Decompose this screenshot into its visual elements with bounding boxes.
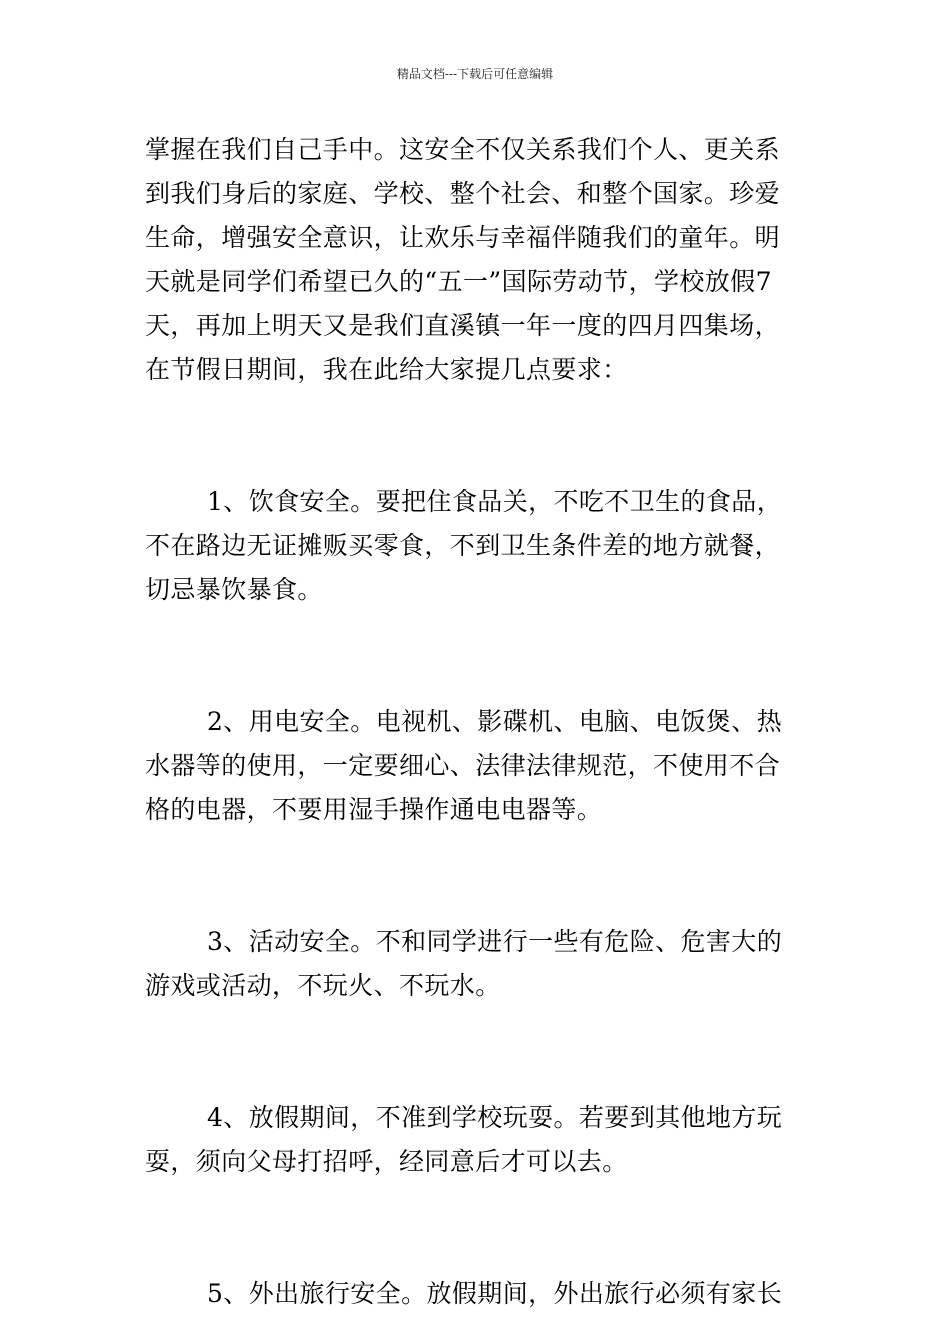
- text-line: 格的电器，不要用湿手操作通电电器等。: [145, 795, 603, 824]
- text-line: 掌握在我们自己手中。这安全不仅关系我们个人、更关系: [145, 135, 781, 164]
- document-body: [145, 128, 813, 1316]
- paragraph-gap: [145, 612, 813, 656]
- text-line: 游戏或活动，不玩火、不玩水。: [145, 971, 501, 1000]
- paragraph-intro: [145, 128, 813, 392]
- text-line: 不在路边无证摊贩买零食，不到卫生条件差的地方就餐，: [145, 531, 781, 560]
- text-line: 2、用电安全。电视机、影碟机、电脑、电饭煲、热: [207, 707, 783, 736]
- paragraph-gap: [145, 656, 813, 700]
- paragraph-gap: [145, 392, 813, 436]
- paragraph-item-2: [145, 700, 813, 832]
- text-line: 到我们身后的家庭、学校、整个社会、和整个国家。珍爱: [145, 179, 781, 208]
- text-line: 1、饮食安全。要把住食品关，不吃不卫生的食品，: [207, 487, 783, 516]
- paragraph-gap: [145, 832, 813, 876]
- paragraph-item-4: [145, 1096, 813, 1184]
- text-line: 在节假日期间，我在此给大家提几点要求：: [145, 355, 628, 384]
- paragraph-gap: [145, 1228, 813, 1272]
- text-line: 切忌暴饮暴食。: [145, 575, 323, 604]
- text-line: 天，再加上明天又是我们直溪镇一年一度的四月四集场，: [145, 311, 781, 340]
- paragraph-gap: [145, 436, 813, 480]
- paragraph-item-5: [145, 1272, 813, 1316]
- paragraph-gap: [145, 1184, 813, 1228]
- paragraph-item-1: [145, 480, 813, 612]
- page-header: 精品文档---下载后可任意编辑: [396, 67, 554, 81]
- paragraph-gap: [145, 1008, 813, 1052]
- text-line: 4、放假期间，不准到学校玩耍。若要到其他地方玩: [207, 1103, 783, 1132]
- paragraph-gap: [145, 1052, 813, 1096]
- paragraph-gap: [145, 876, 813, 920]
- paragraph-item-3: [145, 920, 813, 1008]
- text-line: 生命，增强安全意识，让欢乐与幸福伴随我们的童年。明: [145, 223, 781, 252]
- text-line: 3、活动安全。不和同学进行一些有危险、危害大的: [207, 927, 783, 956]
- text-line: 5、外出旅行安全。放假期间，外出旅行必须有家长: [207, 1279, 783, 1308]
- text-line: 水器等的使用，一定要细心、法律法律规范，不使用不合: [145, 751, 781, 780]
- text-line: 耍，须向父母打招呼，经同意后才可以去。: [145, 1147, 628, 1176]
- text-line: 天就是同学们希望已久的“五一”国际劳动节，学校放假7: [145, 267, 772, 296]
